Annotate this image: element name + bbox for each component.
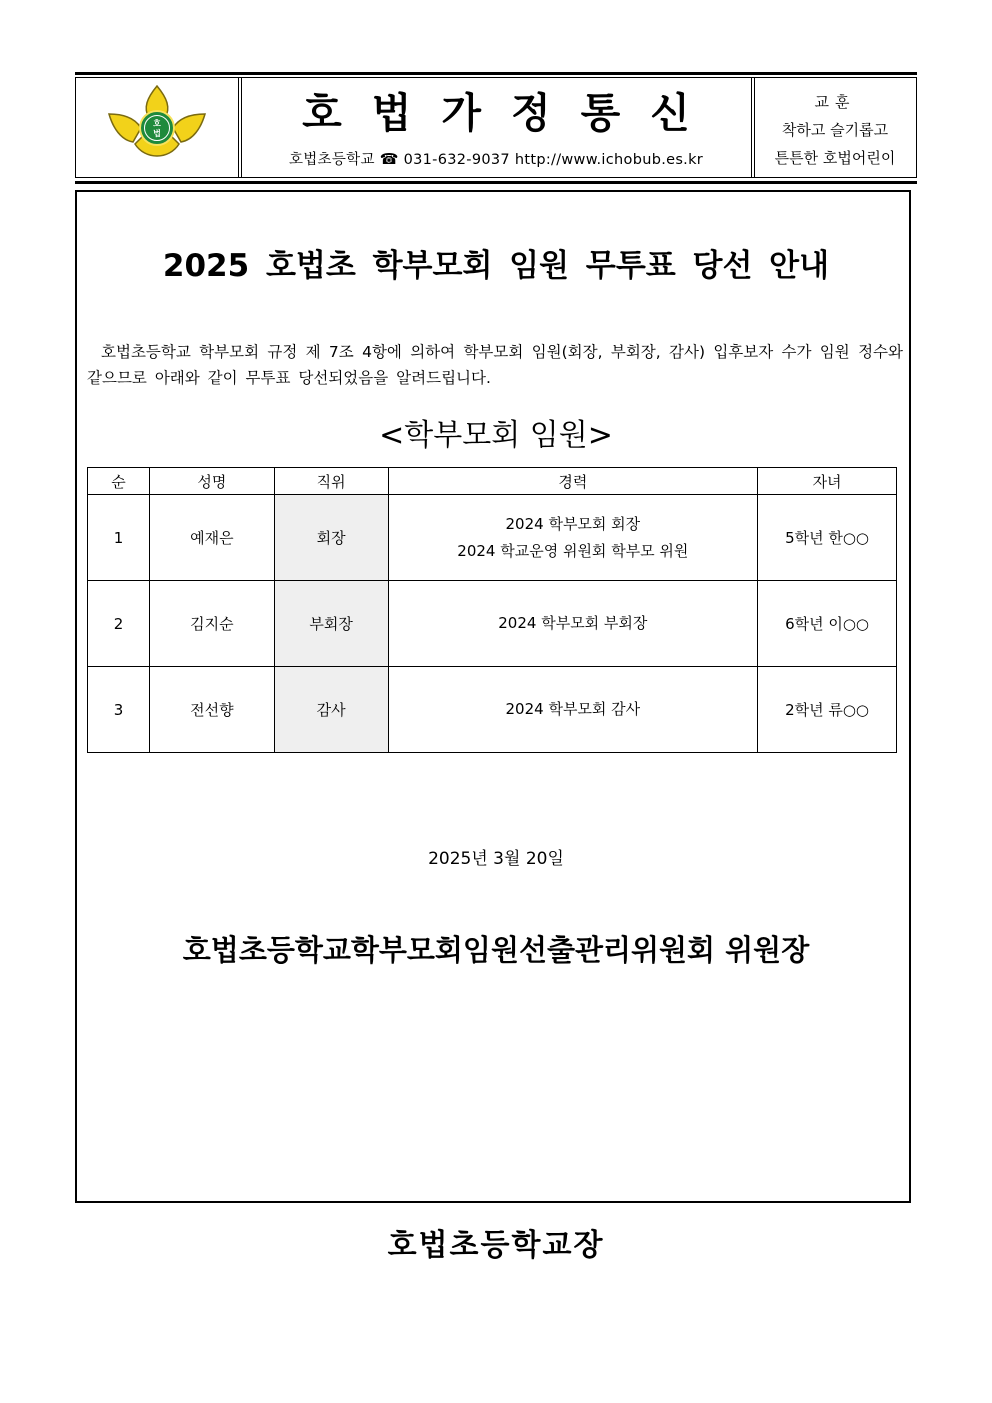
motto-title: 교훈 [814,93,856,111]
notice-date: 2025년 3월 20일 [428,849,564,869]
phone-number: 031-632-9037 [403,152,510,168]
header-divider [75,77,76,178]
table-header-row [88,468,897,495]
cell-career [388,495,758,581]
committee-signature: 호법초등학교학부모회임원선출관리위원회 위원장 [182,933,810,967]
phone-icon: ☎ [379,150,399,168]
col-header-child: 자녀 [758,468,897,495]
cell-career [388,581,758,667]
header-rule-bottom [75,181,917,184]
header-rule-bottom-thin [75,177,917,178]
school-logo [105,84,209,168]
cell-position: 감사 [274,667,388,753]
motto-line: 튼튼한 호법어린이 [774,149,896,167]
intro-paragraph: 호법초등학교 학부모회 규정 제 7조 4항에 의하여 학부모회 임원(회장, 부회장, 감사) 입후보자 수가 임원 정수와 같으므로 아래와 같이 무투표 당선되었음을 알려드립니다. [87,343,903,387]
career-line: 2024 학부모회 감사 [505,700,641,718]
header-rule-top [75,72,917,75]
cell-position: 회장 [274,495,388,581]
cell-no: 1 [88,495,150,581]
cell-name: 예재은 [149,495,274,581]
table-row [88,581,897,667]
school-emblem-icon [105,84,209,168]
cell-career [388,667,758,753]
svg-text:호: 호 [153,119,161,128]
header-divider [916,77,917,178]
school-contact [240,148,752,169]
notice-title: 2025 호법초 학부모회 임원 무투표 당선 안내 [162,248,830,284]
cell-position: 부회장 [274,581,388,667]
col-header-no: 순 [88,468,150,495]
school-motto [754,88,916,172]
col-header-position: 직위 [274,468,388,495]
principal-signature: 호법초등학교장 [387,1228,605,1263]
cell-no: 3 [88,667,150,753]
col-header-name: 성명 [149,468,274,495]
motto-line: 착하고 슬기롭고 [781,121,889,139]
table-row [88,495,897,581]
header-divider [238,77,239,178]
cell-no: 2 [88,581,150,667]
svg-text:법: 법 [153,129,161,138]
officers-table [87,467,897,753]
table-row [88,667,897,753]
section-subtitle: <학부모회 임원> [379,418,613,453]
header-rule-top-thin [75,77,917,78]
cell-name: 전선향 [149,667,274,753]
cell-child: 2학년 류○○ [758,667,897,753]
cell-name: 김지순 [149,581,274,667]
career-line: 2024 학부모회 회장 [505,514,641,533]
cell-child: 6학년 이○○ [758,581,897,667]
school-name: 호법초등학교 [288,152,375,168]
career-line: 2024 학부모회 부회장 [498,614,648,632]
newsletter-title: 호법가정통신 [302,89,720,137]
col-header-career: 경력 [388,468,758,495]
school-url[interactable]: http://www.ichobub.es.kr [514,152,704,168]
career-line: 2024 학교운영 위원회 학부모 위원 [457,541,689,560]
cell-child: 5학년 한○○ [758,495,897,581]
